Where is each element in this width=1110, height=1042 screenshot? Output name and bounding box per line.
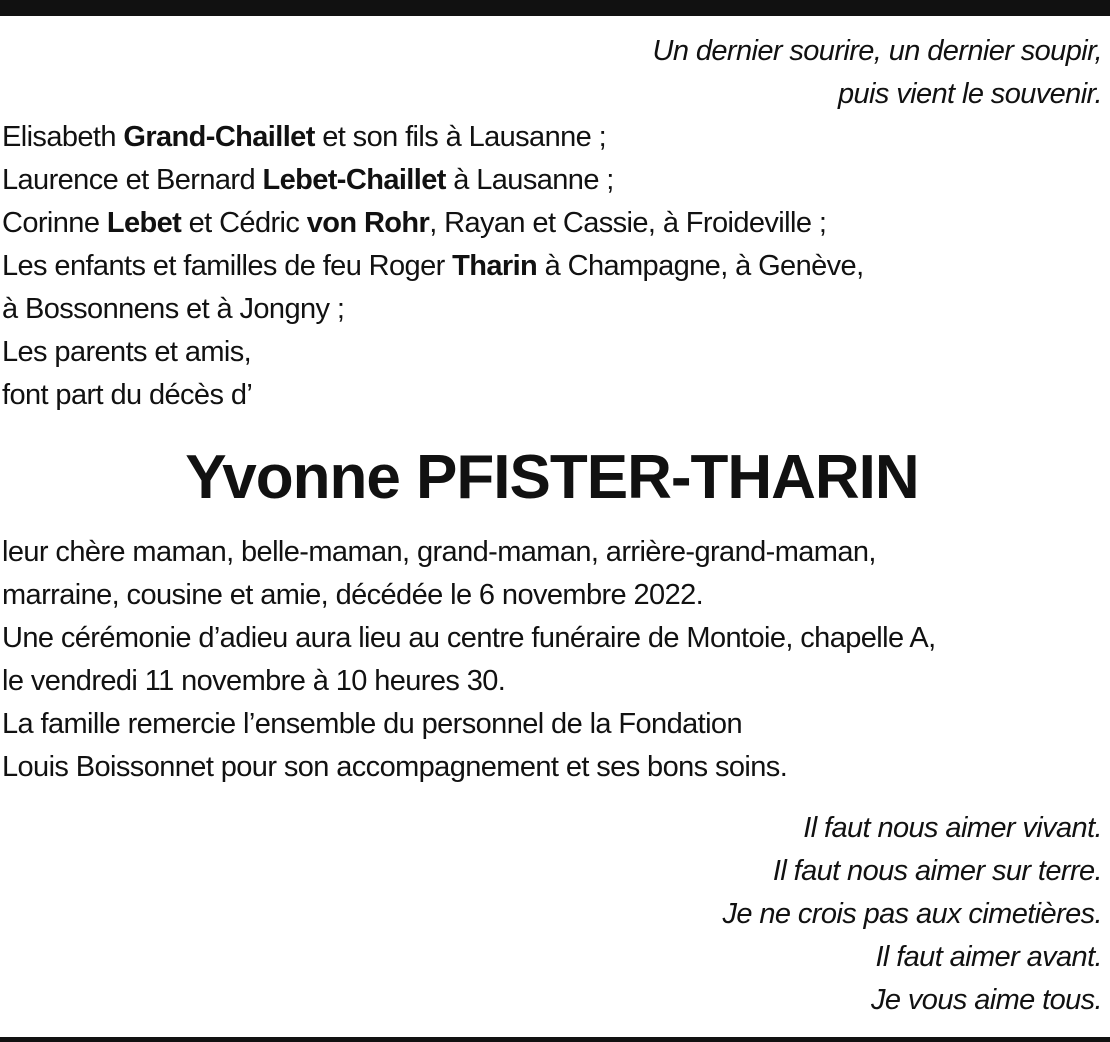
family-list <box>0 116 1104 417</box>
family-surname: von Rohr <box>306 207 430 239</box>
family-line-text: Elisabeth <box>2 121 124 153</box>
family-line-text: Laurence et Bernard <box>2 164 263 196</box>
family-line <box>2 116 1104 159</box>
closing-quote-line: Il faut nous aimer vivant. <box>803 812 1102 844</box>
family-line <box>2 159 1104 202</box>
details-line: Louis Boissonnet pour son accompagnement et ses bons soins. <box>2 751 788 783</box>
family-line-text: et son fils à Lausanne ; <box>314 121 607 153</box>
top-border-rule <box>0 0 1110 16</box>
family-surname: Lebet <box>106 207 182 239</box>
family-surname: Tharin <box>452 250 538 282</box>
family-line-text: à Lausanne ; <box>445 164 614 196</box>
deceased-name: Yvonne PFISTER-THARIN <box>185 443 919 512</box>
obituary-notice <box>0 30 1104 1022</box>
family-line: Les parents et amis, <box>2 336 252 368</box>
closing-quote-line: Il faut nous aimer sur terre. <box>772 855 1102 887</box>
closing-quote-line: Je vous aime tous. <box>871 984 1102 1016</box>
details-line: le vendredi 11 novembre à 10 heures 30. <box>2 665 506 697</box>
family-line-text: Les enfants et familles de feu Roger <box>2 250 453 282</box>
details-line: marraine, cousine et amie, décédée le 6 novembre 2022. <box>2 579 704 611</box>
details-line: leur chère maman, belle-maman, grand-maman, arrière-grand-maman, <box>2 536 876 568</box>
family-line-text: et Cédric <box>181 207 307 239</box>
bottom-border-rule <box>0 1037 1110 1042</box>
family-line: font part du décès d’ <box>2 379 253 411</box>
notice-details <box>0 531 1104 789</box>
closing-quote-line: Il faut aimer avant. <box>875 941 1102 973</box>
family-line-text: , Rayan et Cassie, à Froideville ; <box>429 207 827 239</box>
details-line: La famille remercie l’ensemble du personnel de la Fondation <box>2 708 742 740</box>
closing-quote <box>0 807 1104 1022</box>
family-line <box>2 245 1104 288</box>
details-line: Une cérémonie d’adieu aura lieu au centre funéraire de Montoie, chapelle A, <box>2 622 936 654</box>
family-surname: Lebet-Chaillet <box>262 164 446 196</box>
opening-quote-line: puis vient le souvenir. <box>838 78 1102 110</box>
family-line: à Bossonnens et à Jongny ; <box>2 293 345 325</box>
family-line <box>2 202 1104 245</box>
closing-quote-line: Je ne crois pas aux cimetières. <box>722 898 1102 930</box>
family-line-text: à Champagne, à Genève, <box>537 250 864 282</box>
opening-quote-line: Un dernier sourire, un dernier soupir, <box>652 35 1102 67</box>
family-line-text: Corinne <box>2 207 107 239</box>
family-surname: Grand-Chaillet <box>123 121 315 153</box>
opening-quote <box>0 30 1104 116</box>
